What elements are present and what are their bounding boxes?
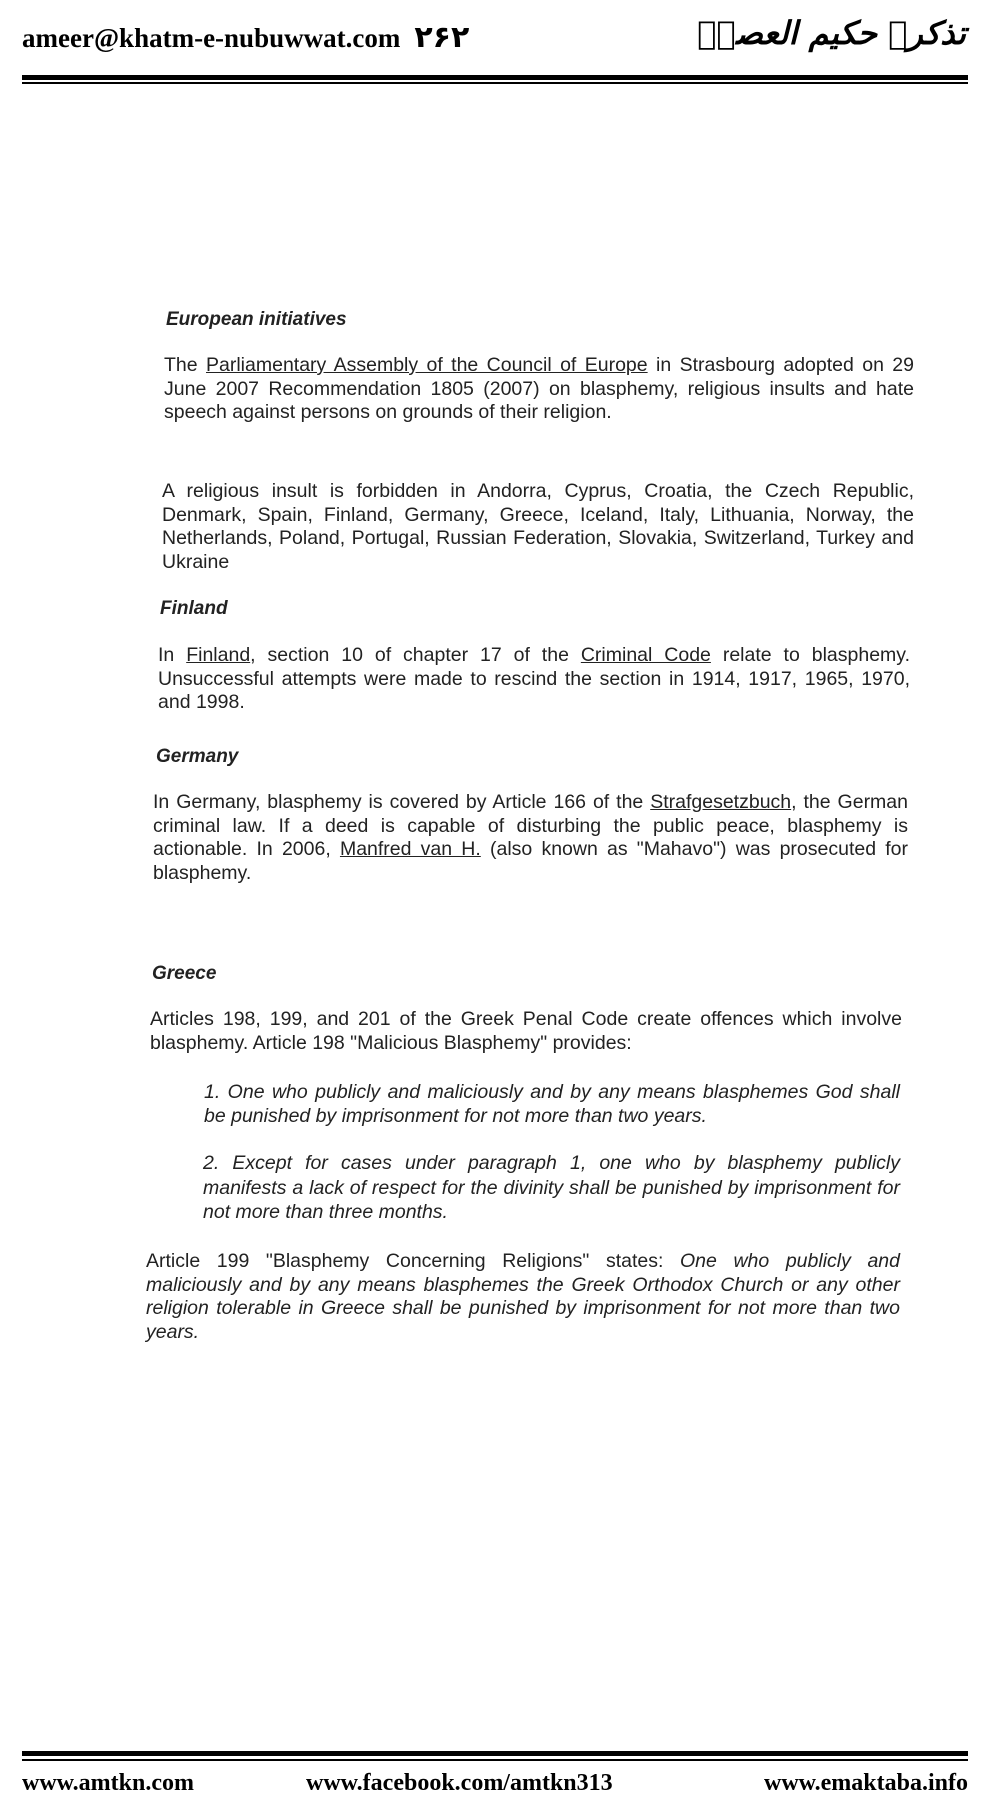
footer-link-facebook[interactable]: www.facebook.com/amtkn313	[306, 1770, 613, 1796]
heading-germany: Germany	[156, 746, 239, 767]
urdu-book-title: تذکرہ حکیم العصرؒ	[697, 14, 966, 52]
text: Article 199 "Blasphemy Concerning Religions" states:	[146, 1250, 680, 1272]
header-rule-thin	[22, 82, 968, 84]
article-199-quote: One who publicly and maliciously and by any means blasphemes the Greek Orthodox Church or any other religion tolerable in Greece shall be punished by imprisonment for not more than two years.	[146, 1250, 900, 1343]
text: , the German criminal law. If a deed is capable of disturbing the public peace, blasphemy is actionable. In 2006,	[153, 791, 908, 860]
heading-european-initiatives: European initiatives	[166, 309, 347, 330]
footer-link-emaktaba[interactable]: www.emaktaba.info	[763, 1770, 968, 1796]
quote-article-198-para-1: 1. One who publicly and maliciously and by any means blasphemes God shall be punished by imprisonment for not more than two years.	[204, 1081, 900, 1127]
text: In	[158, 644, 187, 666]
text: (also known as "Mahavo") was prosecuted for blasphemy.	[153, 838, 908, 884]
footer-rule-thin	[22, 1759, 968, 1761]
paragraph-article-199	[146, 1250, 900, 1344]
text: in Strasbourg adopted on 29 June 2007 Recommendation 1805 (2007) on blasphemy, religious insults and hate speech against persons on grounds of their religion.	[164, 354, 914, 423]
header-rule-thick	[22, 75, 968, 80]
paragraph-religious-insult: A religious insult is forbidden in Andorra, Cyprus, Croatia, the Czech Republic, Denmark, Spain, Finland, Germany, Greece, Iceland, Italy, Lithuania, Norway, the Netherlands, Poland, Portugal, Russian Federation, Slovakia, Switzerland, Turkey and Ukraine	[162, 480, 914, 573]
header-email-line	[22, 20, 469, 55]
text: The	[164, 354, 206, 376]
quote-article-198-para-2: 2. Except for cases under paragraph 1, one who by blasphemy publicly manifests a lack of respect for the divinity shall be punished by imprisonment for not more than three months.	[203, 1152, 900, 1223]
link-council-of-europe[interactable]: Parliamentary Assembly of the Council of Europe	[206, 354, 648, 376]
header-email[interactable]: ameer@khatm-e-nubuwwat.com	[22, 23, 401, 53]
paragraph-germany	[153, 791, 908, 885]
link-finland[interactable]: Finland	[186, 644, 251, 666]
paragraph-council-of-europe	[164, 354, 914, 425]
text: , section 10 of chapter 17 of the	[250, 644, 581, 666]
footer-link-amtkn[interactable]: www.amtkn.com	[22, 1770, 194, 1796]
link-strafgesetzbuch[interactable]: Strafgesetzbuch	[650, 791, 792, 813]
text: In Germany, blasphemy is covered by Article 166 of the	[153, 791, 651, 813]
paragraph-greece-intro: Articles 198, 199, and 201 of the Greek Penal Code create offences which involve blasphemy. Article 198 "Malicious Blasphemy" provides:	[150, 1008, 902, 1054]
heading-finland: Finland	[160, 598, 228, 619]
paragraph-finland	[158, 644, 910, 715]
text: relate to blasphemy. Unsuccessful attempts were made to rescind the section in 1914, 1917, 1965, 1970, and 1998.	[158, 644, 910, 713]
heading-greece: Greece	[152, 963, 217, 984]
link-manfred-van-h[interactable]: Manfred van H.	[339, 838, 481, 860]
link-criminal-code[interactable]: Criminal Code	[580, 644, 711, 666]
footer-rule-thick	[22, 1751, 968, 1756]
page-number: ۲۶۲	[414, 20, 470, 55]
